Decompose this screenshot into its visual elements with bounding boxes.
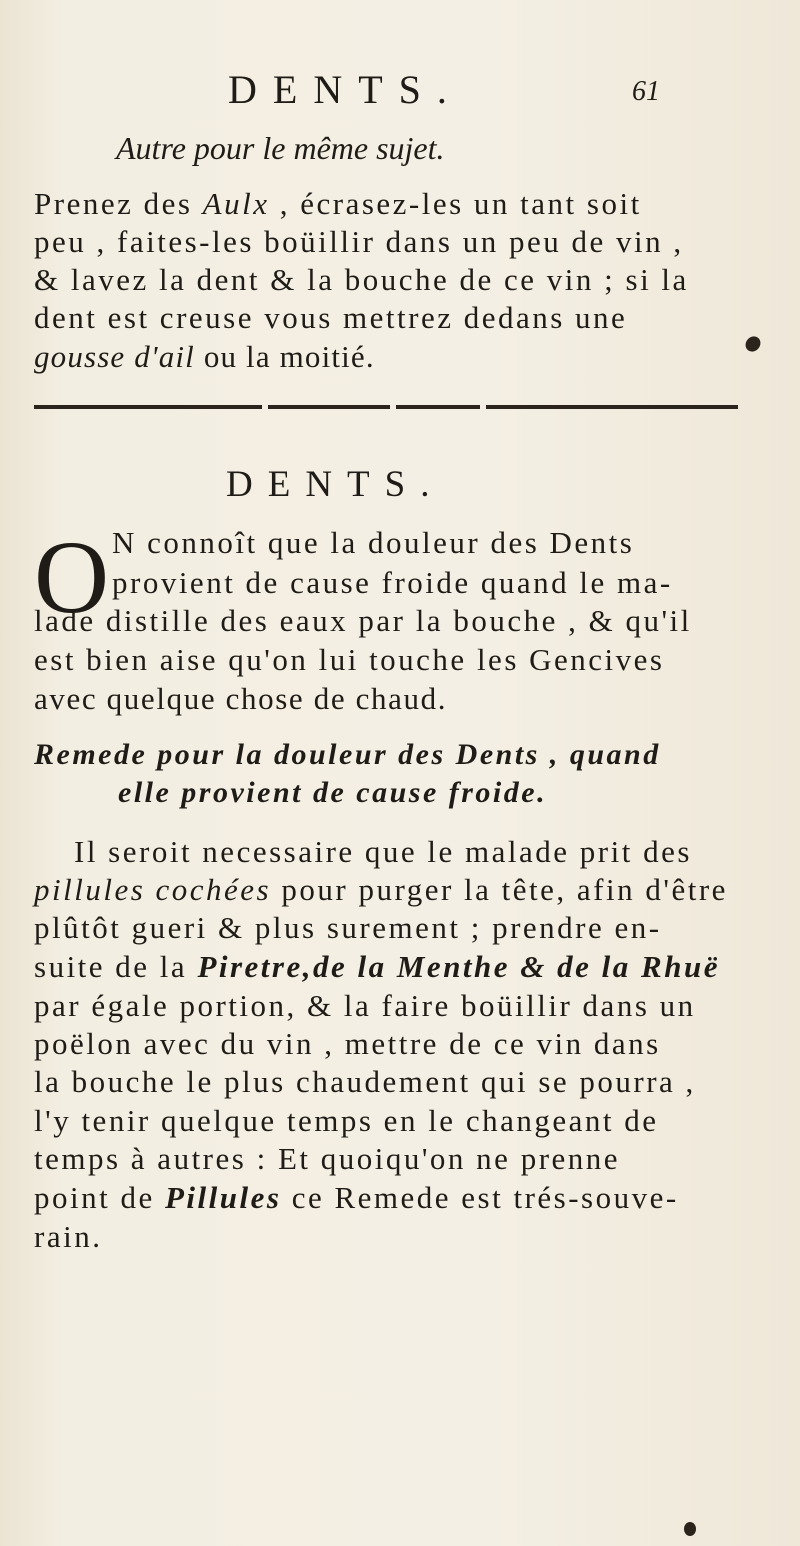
text-line: [34, 605, 692, 636]
text-segment: provient de cause froide quand le ma-: [112, 565, 673, 600]
text-segment: Aulx: [202, 186, 270, 221]
running-head-title: DENTS.: [228, 67, 463, 112]
text-segment: gousse d'ail: [34, 339, 195, 374]
text-segment: rain.: [34, 1219, 103, 1254]
ink-spot: [684, 1522, 696, 1536]
text-segment: est bien aise qu'on lui touche les Gencives: [34, 642, 665, 677]
text-segment: suite de la: [34, 949, 198, 984]
text-segment: lade distille des eaux par la bouche , & qu'il: [34, 603, 692, 638]
text-segment: Il seroit necessaire que le malade prit des: [74, 834, 692, 869]
text-line: [34, 912, 662, 943]
text-segment: poëlon avec du vin , mettre de ce vin dans: [34, 1026, 661, 1061]
text-segment: ce Remede est trés-souve-: [281, 1180, 679, 1215]
text-segment: elle provient de cause froide.: [118, 776, 548, 809]
text-segment: peu , faites-les boüillir dans un peu de vin ,: [34, 224, 684, 259]
text-line: [34, 1143, 620, 1174]
text-line: [34, 264, 689, 295]
text-segment: & lavez la dent & la bouche de ce vin ; si la: [34, 262, 689, 297]
text-segment: Piretre,de la Menthe & de la Rhuë: [197, 949, 720, 984]
text-segment: point de: [34, 1180, 165, 1215]
text-line: [34, 740, 661, 770]
text-segment: plûtôt gueri & plus surement ; prendre en-: [34, 910, 662, 945]
text-segment: Pillules: [165, 1180, 282, 1215]
page-number: 61: [632, 76, 660, 107]
section-title: DENTS.: [226, 464, 445, 505]
text-segment: pour purger la tête, afin d'être: [271, 872, 728, 907]
text-segment: dent est creuse vous mettrez dedans une: [34, 300, 628, 335]
text-segment: , écrasez-les un tant soit: [269, 186, 642, 221]
ink-spot: [742, 333, 763, 354]
text-line: [34, 302, 627, 333]
rule-segment-4: [486, 405, 738, 409]
text-line: [118, 778, 547, 808]
text-segment: l'y tenir quelque temps en le changeant de: [34, 1103, 659, 1138]
text-segment: la bouche le plus chaudement qui se pourra ,: [34, 1064, 696, 1099]
text-line: [34, 644, 664, 675]
text-segment: ou la moitié.: [194, 339, 375, 374]
rule-segment-2: [268, 405, 390, 409]
text-line: [74, 836, 692, 867]
text-segment: N connoît que la douleur des Dents: [112, 525, 635, 560]
text-line: [112, 527, 634, 558]
text-line: [34, 341, 375, 372]
text-segment: temps à autres : Et quoiqu'on ne prenne: [34, 1141, 621, 1176]
text-segment: par égale portion, & la faire boüillir dans un: [34, 988, 696, 1023]
text-line: [34, 1182, 679, 1213]
text-line: [34, 951, 720, 982]
text-segment: Remede pour la douleur des Dents , quand: [34, 738, 661, 771]
text-line: [34, 188, 642, 219]
text-segment: avec quelque chose de chaud.: [34, 681, 448, 716]
text-line: [34, 226, 684, 257]
text-line: [34, 874, 728, 905]
text-segment: pillules cochées: [34, 872, 272, 907]
rule-segment-3: [396, 405, 480, 409]
text-segment: Prenez des: [34, 186, 203, 221]
drop-capital: O: [34, 520, 110, 635]
block1-heading: Autre pour le même sujet.: [116, 130, 445, 166]
text-line: [112, 567, 673, 598]
text-line: [34, 1028, 661, 1059]
text-line: [34, 990, 696, 1021]
text-line: [34, 1066, 696, 1097]
text-line: [34, 1221, 102, 1252]
rule-segment-1: [34, 405, 262, 409]
text-line: [34, 1105, 658, 1136]
running-head: [0, 66, 800, 116]
text-line: [34, 683, 447, 714]
